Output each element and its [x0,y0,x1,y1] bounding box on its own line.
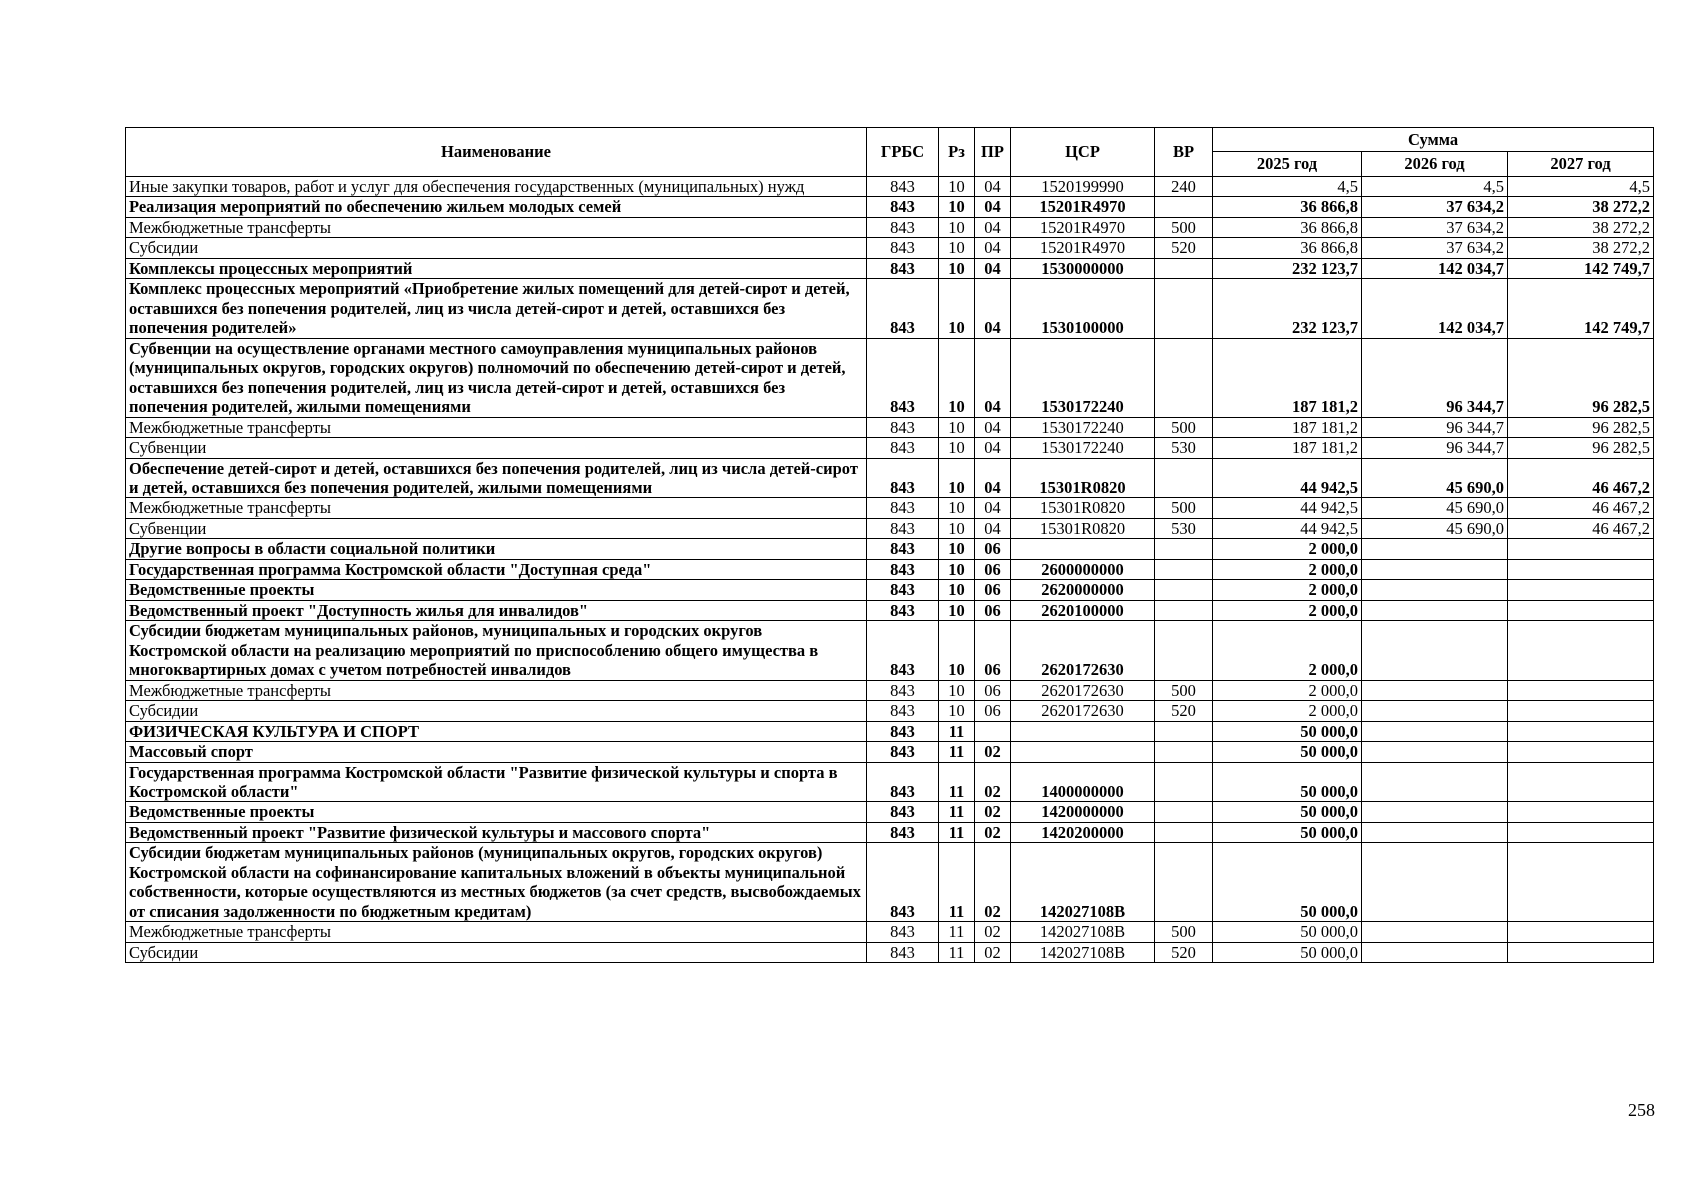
cell-name: Ведомственный проект "Доступность жилья для инвалидов" [126,600,867,620]
cell-2026: 37 634,2 [1362,197,1508,217]
cell-grbs: 843 [867,458,939,498]
cell-rz: 11 [939,721,975,741]
table-row [126,802,1654,822]
cell-grbs: 843 [867,802,939,822]
header-year-2026: 2026 год [1362,152,1508,176]
cell-2026 [1362,802,1508,822]
cell-2027 [1508,701,1654,721]
cell-2025: 44 942,5 [1213,498,1362,518]
cell-pr: 02 [975,822,1011,842]
header-csr: ЦСР [1011,128,1155,177]
cell-csr: 1420000000 [1011,802,1155,822]
cell-rz: 10 [939,580,975,600]
cell-2027: 38 272,2 [1508,238,1654,258]
cell-grbs: 843 [867,721,939,741]
cell-rz: 10 [939,701,975,721]
cell-pr: 04 [975,176,1011,196]
cell-grbs: 843 [867,217,939,237]
cell-2026 [1362,680,1508,700]
cell-name: Межбюджетные трансферты [126,498,867,518]
cell-csr [1011,539,1155,559]
cell-2025: 44 942,5 [1213,458,1362,498]
budget-table [125,127,1654,963]
cell-2025: 2 000,0 [1213,559,1362,579]
cell-name: Государственная программа Костромской области "Доступная среда" [126,559,867,579]
cell-pr: 04 [975,279,1011,338]
cell-2026: 96 344,7 [1362,338,1508,417]
cell-name: Субвенции [126,438,867,458]
cell-2027: 96 282,5 [1508,338,1654,417]
cell-2026: 96 344,7 [1362,438,1508,458]
cell-grbs: 843 [867,600,939,620]
cell-name: Субсидии бюджетам муниципальных районов, муниципальных и городских округов Костромской области на реализацию мероприятий по приспособлению общего имущества в многоквартирных домах с учетом потребностей инвалидов [126,621,867,680]
cell-rz: 10 [939,217,975,237]
cell-pr: 04 [975,238,1011,258]
cell-2027 [1508,802,1654,822]
cell-rz: 11 [939,762,975,802]
header-year-2025: 2025 год [1213,152,1362,176]
table-row [126,518,1654,538]
cell-rz: 10 [939,680,975,700]
cell-vr: 500 [1155,417,1213,437]
cell-2027: 96 282,5 [1508,417,1654,437]
cell-2027: 4,5 [1508,176,1654,196]
table-row [126,417,1654,437]
cell-pr: 04 [975,258,1011,278]
cell-pr: 06 [975,559,1011,579]
cell-2027 [1508,742,1654,762]
cell-2027 [1508,721,1654,741]
cell-grbs: 843 [867,680,939,700]
cell-pr: 04 [975,458,1011,498]
cell-name: Субвенции на осуществление органами местного самоуправления муниципальных районов (муниципальных округов, городских округов) полномочий по обеспечению детей-сирот и детей, оставшихся без попечения родителей, лиц из числа детей-сирот и детей, оставшихся без попечения родителей, жилыми помещениями [126,338,867,417]
cell-csr: 15201R4970 [1011,217,1155,237]
cell-grbs: 843 [867,279,939,338]
cell-pr: 06 [975,580,1011,600]
cell-rz: 11 [939,922,975,942]
cell-csr: 1400000000 [1011,762,1155,802]
cell-pr: 04 [975,518,1011,538]
cell-name: Обеспечение детей-сирот и детей, оставшихся без попечения родителей, лиц из числа детей-сирот и детей, оставшихся без попечения родителей, жилыми помещениями [126,458,867,498]
cell-2026 [1362,942,1508,962]
cell-rz: 10 [939,338,975,417]
cell-pr: 02 [975,942,1011,962]
cell-pr [975,721,1011,741]
cell-name: Государственная программа Костромской области "Развитие физической культуры и спорта в Костромской области" [126,762,867,802]
cell-csr [1011,721,1155,741]
cell-vr [1155,742,1213,762]
cell-2025: 36 866,8 [1213,197,1362,217]
cell-name: Межбюджетные трансферты [126,417,867,437]
cell-2026 [1362,701,1508,721]
cell-2027: 96 282,5 [1508,438,1654,458]
cell-csr: 1420200000 [1011,822,1155,842]
cell-2027 [1508,922,1654,942]
cell-2026 [1362,600,1508,620]
cell-2026 [1362,822,1508,842]
cell-pr: 04 [975,438,1011,458]
cell-grbs: 843 [867,498,939,518]
table-row [126,338,1654,417]
cell-name: Иные закупки товаров, работ и услуг для обеспечения государственных (муниципальных) нужд [126,176,867,196]
cell-2027: 142 749,7 [1508,258,1654,278]
cell-2025: 232 123,7 [1213,279,1362,338]
cell-pr: 04 [975,498,1011,518]
cell-grbs: 843 [867,559,939,579]
cell-2025: 232 123,7 [1213,258,1362,278]
cell-csr: 142027108B [1011,843,1155,922]
cell-pr: 02 [975,802,1011,822]
cell-2026 [1362,721,1508,741]
page-number: 258 [1628,1100,1655,1120]
cell-rz: 11 [939,802,975,822]
cell-grbs: 843 [867,539,939,559]
cell-grbs: 843 [867,701,939,721]
cell-2025: 50 000,0 [1213,843,1362,922]
cell-csr: 15301R0820 [1011,518,1155,538]
table-row [126,539,1654,559]
cell-2027: 46 467,2 [1508,458,1654,498]
table-row [126,458,1654,498]
cell-csr: 2620172630 [1011,701,1155,721]
cell-2026 [1362,843,1508,922]
cell-csr: 15301R0820 [1011,458,1155,498]
cell-vr [1155,539,1213,559]
cell-name: Ведомственный проект "Развитие физической культуры и массового спорта" [126,822,867,842]
cell-2026 [1362,559,1508,579]
table-row [126,279,1654,338]
cell-2025: 2 000,0 [1213,580,1362,600]
cell-2026: 45 690,0 [1362,498,1508,518]
cell-vr [1155,559,1213,579]
cell-grbs: 843 [867,843,939,922]
cell-vr [1155,802,1213,822]
cell-2027: 46 467,2 [1508,498,1654,518]
cell-rz: 10 [939,458,975,498]
cell-grbs: 843 [867,238,939,258]
cell-rz: 10 [939,417,975,437]
cell-name: Другие вопросы в области социальной политики [126,539,867,559]
cell-csr: 1520199990 [1011,176,1155,196]
cell-vr [1155,279,1213,338]
header-vr: ВР [1155,128,1213,177]
cell-rz: 10 [939,176,975,196]
cell-vr [1155,762,1213,802]
cell-vr: 520 [1155,701,1213,721]
cell-csr: 2620172630 [1011,621,1155,680]
cell-grbs: 843 [867,621,939,680]
cell-2025: 50 000,0 [1213,822,1362,842]
cell-vr [1155,458,1213,498]
table-row [126,197,1654,217]
cell-2025: 187 181,2 [1213,338,1362,417]
cell-grbs: 843 [867,258,939,278]
cell-2026: 37 634,2 [1362,238,1508,258]
cell-2027 [1508,600,1654,620]
cell-rz: 11 [939,942,975,962]
cell-vr: 530 [1155,518,1213,538]
cell-csr: 1530000000 [1011,258,1155,278]
cell-2026: 45 690,0 [1362,458,1508,498]
cell-csr: 15301R0820 [1011,498,1155,518]
table-row [126,580,1654,600]
header-pr: ПР [975,128,1011,177]
cell-csr: 2620100000 [1011,600,1155,620]
cell-2026 [1362,539,1508,559]
cell-vr: 240 [1155,176,1213,196]
cell-csr: 15201R4970 [1011,197,1155,217]
cell-pr: 06 [975,701,1011,721]
cell-vr [1155,580,1213,600]
cell-vr [1155,258,1213,278]
cell-2027 [1508,843,1654,922]
cell-2026 [1362,922,1508,942]
cell-grbs: 843 [867,922,939,942]
table-row [126,621,1654,680]
cell-pr: 06 [975,621,1011,680]
header-name: Наименование [126,128,867,177]
table-row [126,942,1654,962]
table-row [126,721,1654,741]
cell-rz: 10 [939,279,975,338]
cell-pr: 04 [975,197,1011,217]
table-row [126,680,1654,700]
cell-rz: 11 [939,843,975,922]
cell-pr: 02 [975,922,1011,942]
cell-pr: 04 [975,338,1011,417]
cell-2026 [1362,580,1508,600]
cell-2027 [1508,539,1654,559]
cell-vr [1155,197,1213,217]
cell-name: Субсидии [126,238,867,258]
cell-vr [1155,843,1213,922]
cell-csr: 1530172240 [1011,438,1155,458]
header-grbs: ГРБС [867,128,939,177]
cell-grbs: 843 [867,197,939,217]
cell-2027: 142 749,7 [1508,279,1654,338]
cell-2026: 96 344,7 [1362,417,1508,437]
cell-2025: 50 000,0 [1213,942,1362,962]
cell-2025: 4,5 [1213,176,1362,196]
cell-rz: 10 [939,621,975,680]
cell-2026: 142 034,7 [1362,279,1508,338]
table-row [126,498,1654,518]
cell-name: Межбюджетные трансферты [126,217,867,237]
cell-2025: 2 000,0 [1213,680,1362,700]
cell-2027: 38 272,2 [1508,197,1654,217]
cell-vr: 500 [1155,217,1213,237]
cell-csr: 15201R4970 [1011,238,1155,258]
cell-2025: 187 181,2 [1213,417,1362,437]
header-year-2027: 2027 год [1508,152,1654,176]
cell-rz: 11 [939,742,975,762]
cell-name: Ведомственные проекты [126,802,867,822]
cell-csr: 1530100000 [1011,279,1155,338]
cell-pr: 02 [975,843,1011,922]
cell-csr: 1530172240 [1011,338,1155,417]
cell-rz: 10 [939,600,975,620]
cell-vr: 500 [1155,680,1213,700]
cell-2027 [1508,580,1654,600]
cell-2025: 187 181,2 [1213,438,1362,458]
table-row [126,822,1654,842]
cell-2026: 4,5 [1362,176,1508,196]
cell-csr: 1530172240 [1011,417,1155,437]
cell-grbs: 843 [867,438,939,458]
table-row [126,258,1654,278]
cell-csr: 142027108B [1011,942,1155,962]
cell-vr: 500 [1155,498,1213,518]
cell-name: Субвенции [126,518,867,538]
cell-rz: 10 [939,197,975,217]
cell-2026 [1362,762,1508,802]
cell-grbs: 843 [867,518,939,538]
cell-2026 [1362,621,1508,680]
cell-rz: 10 [939,258,975,278]
cell-2026: 142 034,7 [1362,258,1508,278]
cell-2027 [1508,680,1654,700]
cell-csr: 142027108B [1011,922,1155,942]
cell-grbs: 843 [867,417,939,437]
cell-rz: 10 [939,559,975,579]
cell-name: Межбюджетные трансферты [126,680,867,700]
cell-name: Субсидии [126,701,867,721]
cell-pr: 04 [975,217,1011,237]
cell-name: Субсидии бюджетам муниципальных районов (муниципальных округов, городских округов) Костромской области на софинансирование капитальных вложений в объекты муниципальной собственности, которые осуществляются из местных бюджетов (за счет средств, высвобождаемых от списания задолженности по бюджетным кредитам) [126,843,867,922]
table-row [126,742,1654,762]
cell-vr [1155,600,1213,620]
cell-vr [1155,721,1213,741]
cell-2027: 46 467,2 [1508,518,1654,538]
table-row [126,559,1654,579]
cell-vr: 500 [1155,922,1213,942]
cell-grbs: 843 [867,822,939,842]
cell-name: Массовый спорт [126,742,867,762]
cell-2025: 2 000,0 [1213,539,1362,559]
cell-grbs: 843 [867,942,939,962]
cell-2025: 50 000,0 [1213,922,1362,942]
cell-2025: 44 942,5 [1213,518,1362,538]
table-row [126,762,1654,802]
cell-pr: 02 [975,762,1011,802]
cell-csr [1011,742,1155,762]
cell-rz: 10 [939,539,975,559]
cell-vr [1155,822,1213,842]
cell-2027 [1508,762,1654,802]
cell-name: Реализация мероприятий по обеспечению жильем молодых семей [126,197,867,217]
cell-pr: 06 [975,600,1011,620]
table-row [126,701,1654,721]
cell-name: ФИЗИЧЕСКАЯ КУЛЬТУРА И СПОРТ [126,721,867,741]
cell-2025: 36 866,8 [1213,217,1362,237]
cell-2025: 50 000,0 [1213,762,1362,802]
cell-csr: 2620172630 [1011,680,1155,700]
cell-name: Комплекс процессных мероприятий «Приобретение жилых помещений для детей-сирот и детей, оставшихся без попечения родителей, лиц из числа детей-сирот и детей, оставшихся без попечения родителей» [126,279,867,338]
cell-2026: 45 690,0 [1362,518,1508,538]
cell-2026: 37 634,2 [1362,217,1508,237]
cell-2025: 50 000,0 [1213,802,1362,822]
table-row [126,600,1654,620]
cell-rz: 11 [939,822,975,842]
table-header-row [126,128,1654,152]
cell-grbs: 843 [867,338,939,417]
cell-pr: 02 [975,742,1011,762]
table-row [126,238,1654,258]
table-row [126,843,1654,922]
cell-vr [1155,338,1213,417]
cell-2025: 50 000,0 [1213,742,1362,762]
cell-2025: 2 000,0 [1213,621,1362,680]
table-body [126,176,1654,962]
cell-name: Субсидии [126,942,867,962]
cell-pr: 04 [975,417,1011,437]
cell-csr: 2620000000 [1011,580,1155,600]
cell-grbs: 843 [867,742,939,762]
cell-2027: 38 272,2 [1508,217,1654,237]
cell-name: Комплексы процессных мероприятий [126,258,867,278]
cell-2025: 50 000,0 [1213,721,1362,741]
table-row [126,217,1654,237]
cell-vr: 520 [1155,238,1213,258]
cell-rz: 10 [939,518,975,538]
cell-rz: 10 [939,498,975,518]
cell-2027 [1508,942,1654,962]
cell-vr [1155,621,1213,680]
cell-grbs: 843 [867,580,939,600]
cell-grbs: 843 [867,176,939,196]
header-sum: Сумма [1213,128,1654,152]
cell-2026 [1362,742,1508,762]
cell-pr: 06 [975,680,1011,700]
cell-grbs: 843 [867,762,939,802]
cell-2027 [1508,822,1654,842]
header-rz: Рз [939,128,975,177]
cell-2027 [1508,621,1654,680]
cell-2027 [1508,559,1654,579]
table-row [126,922,1654,942]
cell-vr: 520 [1155,942,1213,962]
cell-rz: 10 [939,438,975,458]
cell-csr: 2600000000 [1011,559,1155,579]
cell-2025: 36 866,8 [1213,238,1362,258]
table-row [126,438,1654,458]
cell-name: Ведомственные проекты [126,580,867,600]
cell-rz: 10 [939,238,975,258]
cell-vr: 530 [1155,438,1213,458]
cell-2025: 2 000,0 [1213,600,1362,620]
table-row [126,176,1654,196]
cell-pr: 06 [975,539,1011,559]
cell-name: Межбюджетные трансферты [126,922,867,942]
cell-2025: 2 000,0 [1213,701,1362,721]
